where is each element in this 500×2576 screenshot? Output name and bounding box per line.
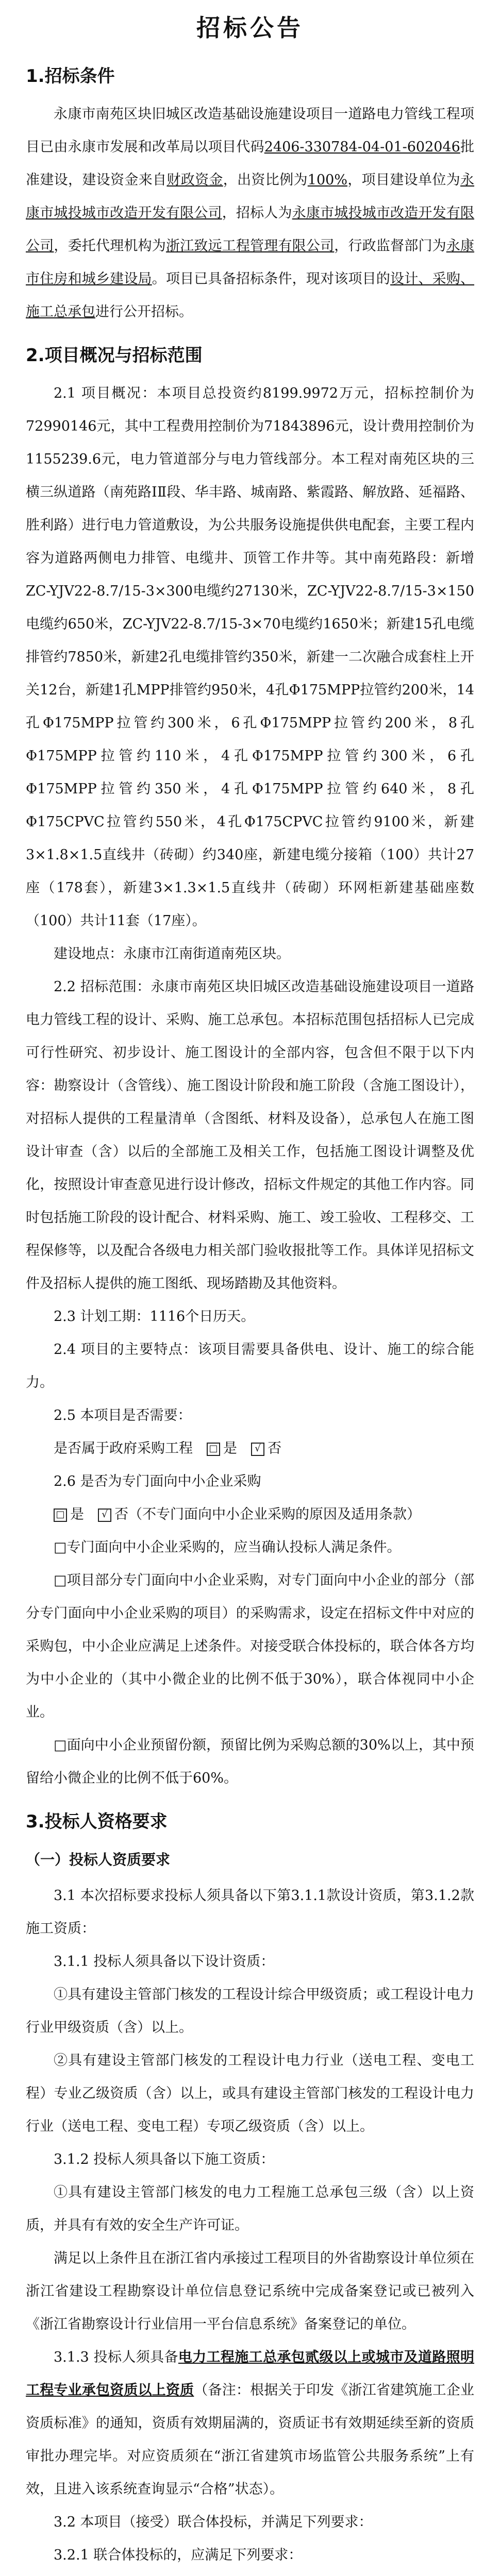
section-2-heading: 2.项目概况与招标范围 bbox=[26, 345, 203, 366]
req-3-1-1: 3.1.1 投标人须具备以下设计资质： bbox=[54, 1954, 275, 1970]
req-3-1: 3.1 本次招标要求投标人须具备以下第3.1.1款设计资质，第3.1.2款施工资质： bbox=[26, 1888, 474, 1937]
req-construction-1: ①具有建设主管部门核发的电力工程施工总承包三级（含）以上资质，并具有有效的安全生产许可证。 bbox=[26, 2184, 474, 2233]
req-3-1-2: 3.1.2 投标人须具备以下施工资质： bbox=[54, 2151, 275, 2167]
req-outside-province: 满足以上条件且在浙江省内承接过工程项目的外省勘察设计单位须在浙江省建设工程勘察设计单位信息登记系统中完成备案登记或已被列入《浙江省勘察设计行业信用一平台信息系统》备案登记的单位。 bbox=[26, 2250, 474, 2332]
tender-scope: 2.2 招标范围：永康市南苑区块旧城区改造基础设施建设项目一道路电力管线工程的设计、采购、施工总承包。本招标范围包括招标人已完成可行性研究、初步设计、施工图设计的全部内容，包含但不限于以下内容：勘察设计（含管线）、施工图设计阶段和施工阶段（含施工图设计），对招标人提供的工程量清单（含图纸、材料及设备），总承包人在施工图设计审查（含）以后的全部施工及相关工作，包括施工图设计调整及优化，按照设计审查意见进行设计修改，招标文件规定的其他工作内容。同时包括施工阶段的设计配合、材料采购、施工、竣工验收、工程移交、工程保修等，以及配合各级电力相关部门验收报批等工作。具体详见招标文件及招标人提供的施工图纸、现场踏勘及其他资料。 bbox=[26, 979, 474, 1292]
req-3-2: 3.2 本项目（接受）联合体投标，并满足下列要求： bbox=[54, 2514, 373, 2530]
req-design-1: ①具有建设主管部门核发的工程设计综合甲级资质；或工程设计电力行业甲级资质（含）以上。 bbox=[26, 1987, 474, 2036]
project-features: 2.4 项目的主要特点：该项目需要具备供电、设计、施工的综合能力。 bbox=[26, 1342, 474, 1391]
sme-note-1: □专门面向中小企业采购的，应当确认投标人满足条件。 bbox=[54, 1539, 401, 1555]
checkbox-icon: □ bbox=[54, 1509, 67, 1522]
req-3-1-3: 3.1.3 投标人须具备电力工程施工总承包贰级以上或城市及道路照明工程专业承包资质以上资质（备注：根据关于印发《浙江省建筑施工企业资质标准》的通知，资质有效期届满的，资质证书有效期延续至新的资质审批办理完毕。对应资质须在“浙江省建筑市场监管公共服务系统”上有效，且进入该系统查询显示“合格”状态）。 bbox=[26, 2349, 475, 2497]
gov-procurement-option: 是否属于政府采购工程 □ 是 √ 否 bbox=[54, 1440, 281, 1456]
sme-option: □ 是 √ 否（不专门面向中小企业采购的原因及适用条款） bbox=[26, 1498, 474, 1531]
checked-box-icon: √ bbox=[98, 1509, 111, 1522]
sme-question: 2.6 是否为专门面向中小企业采购 bbox=[54, 1473, 261, 1489]
req-3-2-1: 3.2.1 联合体投标的，应满足下列要求： bbox=[54, 2547, 303, 2563]
notice-body bbox=[26, 49, 474, 2576]
page-title: 招标公告 bbox=[196, 14, 304, 42]
subsection-qualification: （一）投标人资质要求 bbox=[26, 1851, 171, 1868]
checked-box-icon: √ bbox=[251, 1443, 264, 1456]
req-design-2: ②具有建设主管部门核发的工程设计电力行业（送电工程、变电工程）专业乙级资质（含）以上，或具有建设主管部门核发的工程设计电力行业（送电工程、变电工程）专项乙级资质（含）以上。 bbox=[26, 2053, 474, 2134]
section-1-text: 永康市南苑区块旧城区改造基础设施建设项目一道路电力管线工程项目已由永康市发展和改革局以项目代码2406-330784-04-01-602046批准建设，建设资金来自财政资金，出资比例为100%，项目建设单位为永康市城投城市改造开发有限公司，招标人为永康市城投城市改造开发有限公司，委托代理机构为浙江致远工程管理有限公司，行政监督部门为永康市住房和城乡建设局。项目已具备招标条件，现对该项目的设计、采购、施工总承包进行公开招标。 bbox=[26, 106, 475, 320]
procurement-question: 2.5 本项目是否需要： bbox=[54, 1408, 192, 1423]
req-consortium-1 bbox=[26, 2572, 474, 2576]
project-location: 建设地点：永康市江南街道南苑区块。 bbox=[54, 946, 290, 962]
project-overview: 2.1 项目概况：本项目总投资约8199.9972万元，招标控制价为72990146元，其中工程费用控制价为71843896元，设计费用控制价为1155239.6元，电力管道部分与电力管线部分。本工程对南苑区块的三横三纵道路（南苑路ⅠⅡ段、华丰路、城南路、紫霞路、解放路、延福路、胜利路）进行电力管道敷设，为公共服务设施提供供电配套，主要工程内容为道路两侧电力排管、电缆井、顶管工作井等。其中南苑路段：新增ZC-YJV22-8.7/15-3×300电缆约27130米，ZC-YJV22-8.7/15-3×150电缆约650米，ZC-YJV22-8.7/15-3×70电缆约1650米；新建15孔电缆排管约7850米，新建2孔电缆排管约350米，新建一二次融合成套柱上开关12台，新建1孔MPP排管约950米，4孔Φ175MPP拉管约200米，14孔Φ175MPP拉管约300米，6孔Φ175MPP拉管约200米，8孔Φ175MPP拉管约110米，4孔Φ175MPP拉管约300米，6孔Φ175MPP拉管约350米，4孔Φ175MPP拉管约640米，8孔Φ175CPVC拉管约550米，4孔Φ175CPVC拉管约9100米，新建3×1.8×1.5直线井（砖砌）约340座，新建电缆分接箱（100）共计27座（178套），新建3×1.3×1.5直线井（砖砌）环网柜新建基础座数（100）共计11套（17座）。 bbox=[26, 385, 474, 929]
planned-duration: 2.3 计划工期：1116个日历天。 bbox=[54, 1309, 255, 1325]
section-3-heading: 3.投标人资格要求 bbox=[26, 1811, 168, 1832]
sme-note-2: □项目部分专门面向中小企业采购，对专门面向中小企业的部分（部分专门面向中小企业采购的项目）的采购需求，设定在招标文件中对应的采购包，中小企业应满足上述条件。对接受联合体投标的，联合体各方均为中小企业的（其中小微企业的比例不低于30%），联合体视同中小企业。 bbox=[26, 1572, 474, 1720]
section-1-heading: 1.招标条件 bbox=[26, 66, 115, 87]
checkbox-icon: □ bbox=[207, 1443, 220, 1456]
sme-note-3: □面向中小企业预留份额，预留比例为采购总额的30%以上，其中预留给小微企业的比例不低于60%。 bbox=[26, 1737, 474, 1786]
